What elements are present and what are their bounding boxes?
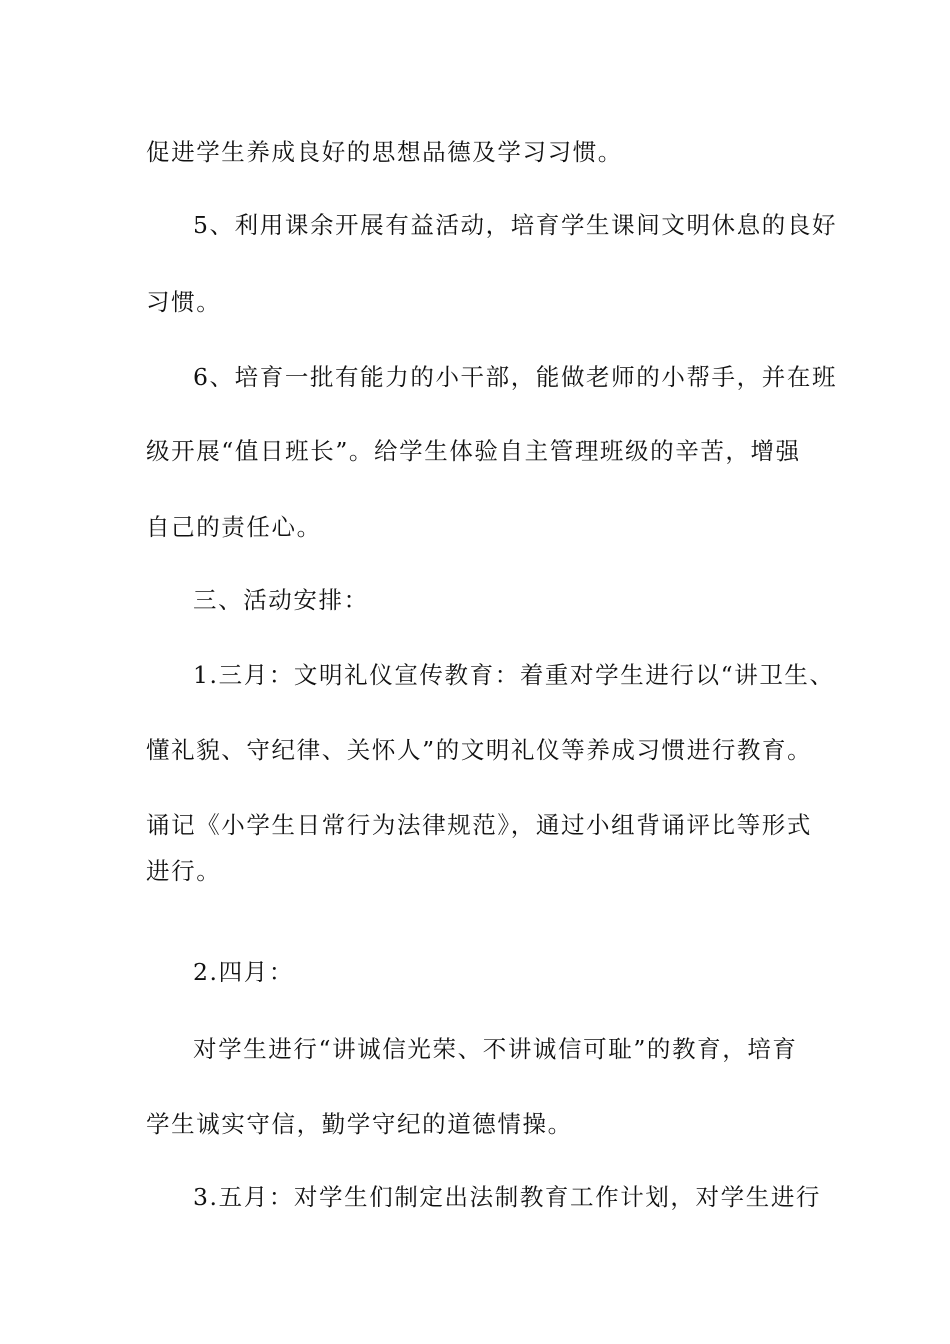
text-line: 2.四月： (193, 958, 294, 986)
text-line: 促进学生养成良好的思想品德及学习习惯。 (146, 138, 623, 166)
text-line: 3.五月：对学生们制定出法制教育工作计划，对学生进行 (193, 1183, 822, 1211)
text-line: 学生诚实守信，勤学守纪的道德情操。 (146, 1110, 573, 1138)
text-line: 5、利用课余开展有益活动，培育学生课间文明休息的良好 (193, 211, 838, 239)
text-line: 进行。 (146, 857, 222, 885)
text-line: 习惯。 (146, 288, 222, 316)
text-line: 6、培育一批有能力的小干部，能做老师的小帮手，并在班 (193, 363, 838, 391)
text-line: 级开展“值日班长”。给学生体验自主管理班级的辛苦，增强 (146, 437, 801, 465)
section-heading: 三、活动安排： (193, 586, 369, 614)
text-line: 自己的责任心。 (146, 513, 322, 541)
text-line: 1.三月：文明礼仪宣传教育：着重对学生进行以“讲卫生、 (193, 661, 835, 689)
text-line: 懂礼貌、守纪律、关怀人”的文明礼仪等养成习惯进行教育。 (146, 736, 813, 764)
text-line: 对学生进行“讲诚信光荣、不讲诚信可耻”的教育，培育 (193, 1035, 798, 1063)
text-line: 诵记《小学生日常行为法律规范》，通过小组背诵评比等形式 (146, 811, 812, 839)
